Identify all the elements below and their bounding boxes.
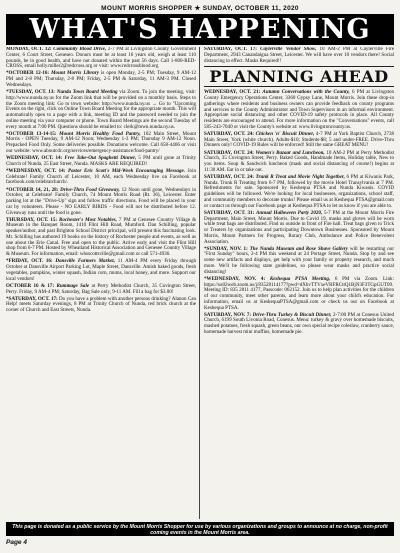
event-title: Dansville Farmers Market, <box>55 258 115 265</box>
event-date: THURSDAY, OCT. 15: <box>6 216 58 223</box>
event-title: Women's Bazaar and Luncheon, <box>255 149 325 156</box>
event-date: *WEDNESDAY, OCT. 14: <box>6 167 66 174</box>
masthead-line: MOUNT MORRIS SHOPPER ★ SUNDAY, OCTOBER 11, 2020 <box>101 5 299 12</box>
event-date: *TUESDAY, OCT. 13: <box>6 89 55 96</box>
event-date: OCTOBER 16 & 17: <box>6 282 55 289</box>
event-details: 6 PM via Zoom. Link: https://us02web.zoom.us/j/83528114177?pwd=dXhvTTVxeVRFRCttQ1BjN3F3TGpGUT09. Meeting ID: 835 2811 4177, Passcode: 062152. Join us to help plan activities for the children of our community, meet other parents, and learn more about your child's education. For information, email us at KeshequaPTSA@gmail.com or check us out on Facebook at Keshequa PTSA. <box>204 275 394 311</box>
event-details: 11 AM-4 PM every Friday through October at Dansville Airport Parking Lot, Maple Street, Dansville. Amish baked goods, fresh vegetables, pumpkins, winter squash, Indian corn, mums, local honey, and more. Support our local vendors! <box>6 258 197 282</box>
event-date: *OCTOBER 12-16: <box>6 70 50 77</box>
event-title: Drive-Thru Turkey & Biscuit Dinner, <box>252 311 332 318</box>
event-listing <box>6 47 196 70</box>
event-details: 102 Main Street, Mount Morris - OPEN Tuesday, 9 AM-12 Noon; Wednesday 1-3 PM; Thursday 9 AM-12 Noon. Prepacked Food Only. Some deliveries possible. Donations welcome. Call 658-4466 or visit our website: www.aboutcdc.org/services/emergency-assistance/food-pantry/ <box>6 130 196 154</box>
columns <box>6 47 394 519</box>
event-title: Caylerville Vendor Show, <box>260 47 317 52</box>
planning-ahead-heading: PLANNING AHEAD <box>204 66 394 87</box>
event-details: 10 AM-2 PM at Perry Methodist Church, 35 Covington Street, Perry. Baked Goods, Handmade Items, Holiday table, New to you items. Soup & Sandwich luncheon (mask and social distancing of course!) begins at 11:30 AM. Eat in or take out. <box>204 149 394 173</box>
event-title: Annual Halloween Party 2020, <box>256 209 323 216</box>
event-date: *OCTOBER 13-14-15: <box>6 130 57 137</box>
event-details: 7 PM at Genesee Country Village & Museum in the Banquet Room, 1410 Flint Hill Road, Mumford. Dan Schilling, popular speaker/author, and past Brighton School District principal, will present this fascinating look. Mr. Schilling has authored 19 books on the history of Rochester people and events, as well as one about the Erie Canal. Free and open to the public. Arrive early and visit the Flint Hill shop from 6-7 PM. Hosted by Wheatland Historical Association and Genesee Country Village & Museum. For information, email: whsscottsville@gmail.com or call 571-4936. <box>6 216 197 258</box>
event-date: SATURDAY, OCT. 24: <box>204 130 254 137</box>
event-listing <box>6 169 196 186</box>
event-date: WEDNESDAY, OCT. 21: <box>204 89 261 96</box>
event-listing <box>6 284 196 296</box>
event-title: Drive-Thru Food Giveaway, <box>60 186 120 193</box>
event-title: Keshequa PTSA Meeting, <box>269 275 331 282</box>
event-date: SATURDAY, OCT. 31: <box>204 209 255 216</box>
event-listing <box>6 218 196 258</box>
event-title: Rochester's Most Notables, <box>59 216 117 223</box>
event-listing <box>204 247 394 276</box>
event-details: at Perry Methodist Church, 35 Covington Street, Perry. Friday, 9 AM-4 PM; Saturday, Bag Sale only, 9-11 AM. Fill a bag for $3.00! <box>6 282 197 295</box>
event-details: 5-7 PM at the Mount Morris Fire Department, Main Street, Mount Morris. Due to Covid 19, masks and gloves will be worn while treat bags are distributed. Find us outside in front of Fire hall. Treat bags given to Trick or Treaters by organizations and participating Downtown Businesses. Sponsored by Mount Morris, Mount Partners for Progress, Rotary Club, Ambulance and Police Benevolent Association. <box>204 209 394 245</box>
event-details: 6 PM at Kiwanis Park, Nunda. Trunk R Treating from 6-7 PM, followed by the movie Hotel Transylvania at 7 PM. Refreshments for sale. Sponsored by Keshequa PTSA and Nunda Kiwanis. COVID guidelines will be followed. We're looking for local businesses, organizations, school staff, and community members to decorate trunks! Please email us at Keshequa PTSA@gmail.com or contact us through our Facebook page at Keshequa PTSA to let us know if you are able to. <box>204 173 394 209</box>
event-details: via Zoom. To join the meeting, visit: http://www.nunda.ny.us for the Zoom link that will be provided on a monthly basis. Steps to the Zoom meeting link: Go to town website: http://www.nunda.ny.us → Go to "Upcoming Events on the right, click on Online Town Board Meeting for the appropriate month. This will automatically open to a page with a link, meeting ID and the password needed to join the online meeting via your computer or phone. Town Board Meetings are the second Tuesday of every month at 7:00 PM. Questions should be emailed to: clerk@town.nunda.ny.us. <box>6 89 196 130</box>
event-date: *WEDNESDAY, NOV. 4: <box>204 275 266 282</box>
event-listing <box>204 132 394 149</box>
event-details: 6 PM at Livingston County Emergency Operations Center, 3360 Gypsy Lane, Mount Morris. Join these drop-in gatherings where residents and business owners can provide feedback on county programs and services to the County Administrator and Town Supervisors in an informal environment. Appropriate social distancing and other COVID-19 safety protocols in place. All County residents are encouraged to attend. For more information on the "Conversations" events, call 585-243-7040 or visit the County's website at: www.livingstoncounty.us. <box>204 89 394 130</box>
event-details: 5 PM until gone at Trinity Church of Nunda, 25 East Street, Nunda. MASKS ARE REQUIRED! <box>6 155 197 167</box>
event-details: 12 Noon until gone, Wednesdays in October, at Celebrate! Family Church, 74 Mount Morris Road (Rt. 36), Leicester. Enter parking lot at the "Drive-Up" sign and follow traffic directions. Food will be placed in your car by volunteers. Please - NO EARLY BIRDS - Food will not be distributed before 12. Giveaway runs until the food is gone. <box>6 186 197 216</box>
event-details: 10 AM-2 PM at Caylerville Fire Department, 2943 Canandaigua Street, Leicester. We will have over 10 vendors there! Social distancing in effect. Masks Required!! <box>204 47 394 64</box>
event-date: *SATURDAY, OCT. 17: <box>6 295 58 302</box>
event-listing <box>6 259 196 282</box>
event-date: MONDAY, OCT. 12: <box>6 47 52 52</box>
event-details: will be restarting our "First Sunday" hours, 2-4 PM this weekend at 24 Portage Street, Nunda. Stop by and see some new artifacts and displays, get help with your family or property research, and much more. We'll be following state guidelines, so please wear masks and practice social distancing! <box>204 245 394 275</box>
event-date: SATURDAY, NOV. 7: <box>204 311 252 318</box>
event-date: *SUNDAY, NOV. 1: <box>204 245 248 252</box>
event-title: Mount Morris Healthy Food Pantry, <box>59 130 141 137</box>
event-date: *FRIDAY, OCT. 16: <box>6 258 53 265</box>
event-listing <box>6 156 196 168</box>
event-listing <box>6 71 196 88</box>
event-details: 4-7 PM at York Baptist Church, 2738 Main Street, York (white church). Adults-$10; Students-$8; 5 and under-FREE. Drive-Thru Dinners only! COVID-19 Rules will be enforced! Still the same GREAT MENU! <box>204 130 394 149</box>
event-title: Nunda Town Board Meeting <box>56 89 118 96</box>
event-title: Autumn Conversations with the County, <box>262 89 350 96</box>
event-title: Free Take-Out Spaghetti Dinner, <box>64 155 137 162</box>
event-listing <box>6 132 196 155</box>
event-date: *OCTOBER 14, 21, 28: <box>6 186 59 193</box>
event-date: SATURDAY, OCT. 24: <box>204 173 254 180</box>
event-title: Rummage Sale <box>56 282 90 289</box>
footer-notice: This page is donated as a public service by the Mount Morris Shopper for use by various organizations and groups to announce at no charge, non-profit coming events in the Mount Morris area. <box>6 522 394 536</box>
event-listing <box>204 47 394 64</box>
event-title: The Nunda Museum and Rose Shave Gallery <box>249 245 348 252</box>
event-listing <box>204 211 394 246</box>
event-date: SATURDAY, OCT. 17: <box>204 47 257 52</box>
event-listing <box>204 90 394 130</box>
event-date: WEDNESDAY, OCT. 14: <box>6 155 63 162</box>
event-details: 2-7:00 PM at Conesus United Church, 6199 South Livonia Road, Conesus. Menu: turkey & gravy over homemade biscuits, mashed potatoes, fresh squash, green beans, our own special recipe coleslaw, cranberry sauce, homemade harvest mini muffins, homemade pie. <box>204 311 394 335</box>
event-listing <box>204 277 394 312</box>
event-listing <box>204 151 394 174</box>
event-title: Mount Morris Library <box>51 70 100 77</box>
event-details: Do you have a problem with another persons drinking? Alanon Can Help! meets Saturday evenings, 8 PM at Trinity Church of Nunda, red brick church at the corner of Church and East Streets, Nunda. <box>6 295 196 314</box>
event-title: Community Blood Drive, <box>53 47 107 52</box>
event-listing <box>6 297 196 314</box>
right-column <box>200 47 394 519</box>
event-title: Chicken 'n' Biscuit Dinner, <box>255 130 315 137</box>
event-details: Join Celebrate! Family Church of Leicester, 10 AM, each Wednesday live on Facebook at facebook.com/celebratchurch/. <box>6 167 196 186</box>
page-number: Page 4 <box>6 539 27 546</box>
page-banner-title: WHAT'S HAPPENING <box>6 14 394 45</box>
event-date: SATURDAY, OCT. 24: <box>204 149 254 156</box>
event-listing <box>6 90 196 130</box>
event-listing <box>204 175 394 210</box>
event-title: Pastor Eric Scott's Mid-Week Encouraging Message. <box>67 167 185 174</box>
event-title: Trunk R Treat and Movie Night Together, <box>255 173 345 180</box>
event-listing <box>204 313 394 336</box>
event-details: is open Monday, 2-5 PM; Tuesday, 9 AM-12 PM and 2-8 PM; Thursday, 2-8 PM; Friday, 2-5 PM & Saturday, 11 AM-3 PM. Closed Wednesdays. <box>6 70 196 88</box>
left-column <box>6 47 200 519</box>
event-details: 2-7 PM at Livingston County Government Center, 6 Court Street, Geneseo. Donors must be at least 16 years old, weigh at least 110 pounds, be in good health, and have not donated within the past 56 days. Call 1-800-RED-CROSS, email holly.miller2@redcross.org or visit: www.redcrossblood.org <box>6 47 197 70</box>
event-listing <box>6 188 196 217</box>
